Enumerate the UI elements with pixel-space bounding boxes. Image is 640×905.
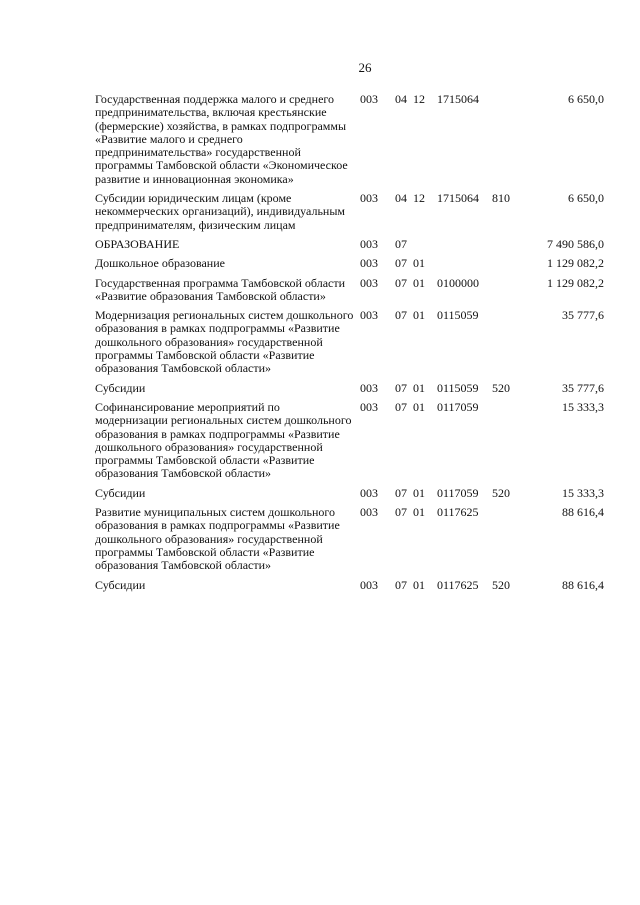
- ministry-code: 003: [360, 236, 378, 251]
- expense-type-code: 810: [492, 191, 510, 206]
- row-name: Государственная поддержка малого и среднего предпринимательства, включая крестьянские (фермерские) хозяйства, в рамках подпрограммы «Развитие малого и среднего предпринимательства» государственной программы Тамбовской области «Экономическое развитие и инновационная экономика»: [95, 92, 348, 186]
- row-name: Модернизация региональных систем дошкольного образования в рамках подпрограммы «Развитие дошкольного образования» государственной программы Тамбовской области «Развитие образования Тамбовской области»: [95, 308, 354, 376]
- expense-type-code: 520: [492, 485, 510, 500]
- table-row: [95, 238, 607, 251]
- ministry-code: 003: [360, 505, 378, 520]
- section-code: 07: [395, 577, 407, 592]
- row-name: Субсидии юридическим лицам (кроме некоммерческих организаций), индивидуальным предпринимателям, физическим лицам: [95, 191, 345, 232]
- amount: 35 777,6: [562, 308, 604, 323]
- row-name: Субсидии: [95, 380, 146, 395]
- subsection-code: 01: [413, 380, 425, 395]
- target-article-code: 0100000: [437, 275, 479, 290]
- table-row: [95, 579, 607, 592]
- section-code: 07: [395, 505, 407, 520]
- row-name: Развитие муниципальных систем дошкольного образования в рамках подпрограммы «Развитие дошкольного образования» государственной программы Тамбовской области «Развитие образования Тамбовской области»: [95, 505, 340, 573]
- table-row: [95, 309, 607, 375]
- amount: 1 129 082,2: [547, 256, 604, 271]
- ministry-code: 003: [360, 399, 378, 414]
- subsection-code: 01: [413, 256, 425, 271]
- table-row: [95, 382, 607, 395]
- ministry-code: 003: [360, 191, 378, 206]
- subsection-code: 12: [413, 191, 425, 206]
- section-code: 07: [395, 399, 407, 414]
- table-row: [95, 93, 607, 186]
- subsection-code: 01: [413, 485, 425, 500]
- subsection-code: 01: [413, 577, 425, 592]
- target-article-code: 0117059: [437, 485, 479, 500]
- ministry-code: 003: [360, 275, 378, 290]
- target-article-code: 0115059: [437, 308, 479, 323]
- amount: 1 129 082,2: [547, 275, 604, 290]
- amount: 88 616,4: [562, 505, 604, 520]
- amount: 88 616,4: [562, 577, 604, 592]
- section-code: 07: [395, 308, 407, 323]
- budget-table: [95, 93, 607, 598]
- ministry-code: 003: [360, 485, 378, 500]
- subsection-code: 01: [413, 275, 425, 290]
- amount: 7 490 586,0: [547, 236, 604, 251]
- target-article-code: 0117059: [437, 399, 479, 414]
- subsection-code: 01: [413, 399, 425, 414]
- table-row: [95, 401, 607, 481]
- section-code: 07: [395, 380, 407, 395]
- section-code: 04: [395, 191, 407, 206]
- table-row: [95, 506, 607, 572]
- row-name: Софинансирование мероприятий по модернизации региональных систем дошкольного образования в рамках подпрограммы «Развитие дошкольного образования» государственной программы Тамбовской области «Развитие образования Тамбовской области»: [95, 399, 352, 481]
- expense-type-code: 520: [492, 577, 510, 592]
- page-number: 26: [358, 60, 372, 75]
- section-code: 04: [395, 92, 407, 106]
- ministry-code: 003: [360, 256, 378, 271]
- section-code: 07: [395, 485, 407, 500]
- row-name: ОБРАЗОВАНИЕ: [95, 236, 180, 251]
- amount: 15 333,3: [562, 485, 604, 500]
- expense-type-code: 520: [492, 380, 510, 395]
- row-name: Дошкольное образование: [95, 256, 225, 271]
- ministry-code: 003: [360, 308, 378, 323]
- table-row: [95, 277, 607, 304]
- section-code: 07: [395, 236, 407, 251]
- amount: 6 650,0: [568, 191, 604, 206]
- row-name: Субсидии: [95, 485, 146, 500]
- amount: 6 650,0: [568, 92, 604, 106]
- table-row: [95, 487, 607, 500]
- section-code: 07: [395, 275, 407, 290]
- target-article-code: 1715064: [437, 191, 479, 206]
- section-code: 07: [395, 256, 407, 271]
- subsection-code: 12: [413, 92, 425, 106]
- ministry-code: 003: [360, 92, 378, 106]
- target-article-code: 1715064: [437, 92, 479, 106]
- subsection-code: 01: [413, 308, 425, 323]
- table-row: [95, 192, 607, 232]
- ministry-code: 003: [360, 577, 378, 592]
- target-article-code: 0117625: [437, 577, 479, 592]
- amount: 15 333,3: [562, 399, 604, 414]
- row-name: Государственная программа Тамбовской области «Развитие образования Тамбовской области»: [95, 275, 346, 303]
- table-row: [95, 257, 607, 270]
- ministry-code: 003: [360, 380, 378, 395]
- row-name: Субсидии: [95, 577, 146, 592]
- target-article-code: 0115059: [437, 380, 479, 395]
- amount: 35 777,6: [562, 380, 604, 395]
- target-article-code: 0117625: [437, 505, 479, 520]
- subsection-code: 01: [413, 505, 425, 520]
